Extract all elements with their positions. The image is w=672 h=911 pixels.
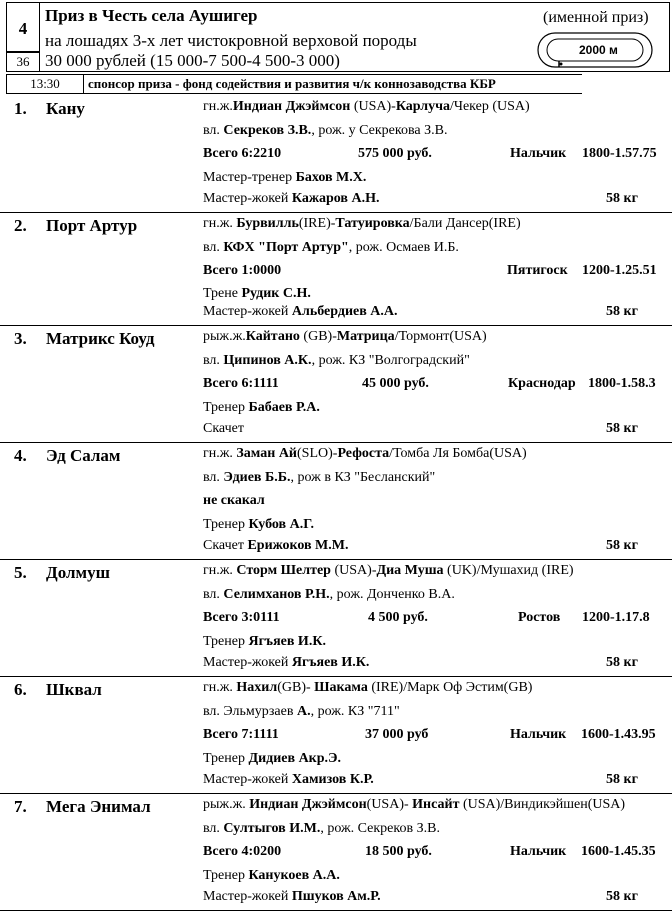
trainer-name: Бахов М.Х.: [295, 170, 367, 185]
horse-trainer: [203, 170, 366, 186]
horse-name: Эд Салам: [46, 446, 121, 465]
horse-jockey: [203, 655, 369, 671]
race-header: [0, 0, 672, 98]
best-time-track: Нальчик: [510, 146, 567, 161]
horse-record: Всего 3:0111: [203, 610, 280, 625]
runners-box: [6, 52, 40, 72]
jockey-prefix: Мастер-жокей: [203, 304, 292, 319]
horse-earnings: 575 000 руб.: [358, 146, 432, 161]
best-time-track: Пятигоск: [507, 263, 568, 278]
horse-weight: 58 кг: [606, 191, 638, 206]
pedigree-color: гн.ж.: [203, 563, 237, 578]
trainer-name: Бабаев Р.А.: [248, 400, 320, 415]
jockey-prefix: Скачет: [203, 421, 244, 436]
race-sponsor: спонсор приза - фонд содействия и развития ч/к коннозаводства КБР: [88, 76, 496, 91]
owner-name: КФХ "Порт Артур": [223, 240, 349, 255]
pedigree-dam: Рефоста: [337, 446, 390, 461]
trainer-prefix: Тренер: [203, 751, 249, 766]
horse-weight: 58 кг: [606, 889, 638, 904]
horse-pedigree: [203, 446, 527, 462]
horse-list: [0, 96, 672, 911]
horse-trainer: [203, 634, 326, 650]
breeder: , рож. КЗ "Волгоградский": [311, 353, 470, 368]
owner-name: Селимханов Р.Н.: [223, 587, 330, 602]
pedigree-dam: Шакама: [314, 680, 368, 695]
breeder: , рож. Осмаев И.Б.: [348, 240, 459, 255]
best-time: 1600-1.45.35: [581, 844, 656, 859]
pedigree-dam: Инсайт: [412, 797, 460, 812]
pedigree-sire: Бурвилль: [236, 216, 299, 231]
trainer-prefix: Тренер: [203, 400, 249, 415]
owner-prefix: вл.: [203, 240, 224, 255]
jockey-name: Ягъяев И.К.: [291, 655, 370, 670]
runners-count: 36: [16, 54, 30, 69]
horse-number: 5.: [14, 563, 27, 582]
pedigree-sire-origin: (SLO)-: [297, 446, 338, 461]
horse-entry: [0, 560, 672, 677]
pedigree-damsire: (USA)/Виндикэйшен(USA): [459, 797, 626, 812]
horse-trainer: [203, 868, 340, 884]
race-conditions: на лошадях 3-х лет чистокровной верховой породы: [45, 31, 417, 50]
pedigree-dam: Диа Муша: [376, 563, 444, 578]
horse-name: Шквал: [46, 680, 102, 699]
horse-pedigree: [203, 563, 574, 579]
pedigree-damsire: (UK)/Мушахид (IRE): [443, 563, 574, 578]
horse-weight: 58 кг: [606, 421, 638, 436]
horse-pedigree: [203, 680, 532, 696]
pedigree-sire: Индиан Джэймсон: [249, 797, 367, 812]
horse-pedigree: [203, 797, 625, 813]
trainer-name: Ягъяев И.К.: [248, 634, 326, 649]
horse-jockey: [203, 304, 398, 320]
owner-prefix: вл.: [203, 587, 224, 602]
horse-jockey: [203, 538, 348, 554]
horse-owner: [203, 353, 470, 369]
trainer-prefix: Тренер: [203, 517, 249, 532]
horse-trainer: [203, 286, 311, 302]
trainer-prefix: Тренер: [203, 868, 249, 883]
horse-entry: [0, 677, 672, 794]
pedigree-damsire: /Бали Дансер(IRE): [409, 216, 521, 231]
pedigree-damsire: /Чекер (USA): [449, 99, 530, 114]
pedigree-damsire: /Томба Ля Бомба(USA): [389, 446, 527, 461]
best-time: 1800-1.58.3: [588, 376, 656, 391]
best-time-track: Нальчик: [510, 844, 567, 859]
pedigree-sire: Заман Ай: [236, 446, 297, 461]
horse-name: Матрикс Коуд: [46, 329, 155, 348]
horse-trainer: [203, 400, 320, 416]
best-time: 1800-1.57.75: [582, 146, 657, 161]
trainer-name: Канукоев А.А.: [248, 868, 340, 883]
pedigree-dam: Татуировка: [335, 216, 410, 231]
horse-owner: [203, 821, 440, 837]
pedigree-color: гн.ж.: [203, 680, 237, 695]
pedigree-damsire: (IRE)/Марк Оф Эстим(GB): [367, 680, 533, 695]
horse-earnings: 18 500 руб.: [365, 844, 432, 859]
horse-number: 6.: [14, 680, 27, 699]
pedigree-sire: Индиан Джэймсон: [232, 99, 351, 114]
owner-prefix: вл.: [203, 123, 224, 138]
horse-entry: [0, 443, 672, 560]
race-time: 13:30: [30, 76, 60, 91]
trainer-prefix: Тренер: [203, 634, 249, 649]
pedigree-color: рыж.ж.: [203, 797, 250, 812]
owner-prefix: вл. Эльмурзаев: [203, 704, 297, 719]
pedigree-sire-origin: (USA)-: [366, 797, 413, 812]
horse-earnings: 4 500 руб.: [368, 610, 428, 625]
horse-number: 2.: [14, 216, 27, 235]
horse-trainer: [203, 517, 314, 533]
horse-entry: [0, 794, 672, 911]
jockey-name: Хамизов К.Р.: [291, 772, 374, 787]
pedigree-dam: Матрица: [336, 329, 395, 344]
horse-weight: 58 кг: [606, 655, 638, 670]
horse-record: Всего 4:0200: [203, 844, 282, 859]
best-time-track: Нальчик: [510, 727, 567, 742]
horse-name: Порт Артур: [46, 216, 138, 235]
pedigree-color: гн.ж.: [203, 216, 237, 231]
best-time-track: Ростов: [518, 610, 561, 625]
horse-record: Всего 1:0000: [203, 263, 282, 278]
owner-prefix: вл.: [203, 353, 224, 368]
horse-pedigree: [203, 329, 487, 345]
best-time: 1600-1.43.95: [581, 727, 656, 742]
horse-owner: [203, 470, 435, 486]
owner-name: Секреков З.В.: [223, 123, 312, 138]
breeder: , рож. КЗ "711": [310, 704, 400, 719]
race-number: 4: [18, 19, 28, 38]
owner-name: Султыгов И.М.: [223, 821, 321, 836]
horse-name: Долмуш: [46, 563, 110, 582]
jockey-prefix: Мастер-жокей: [203, 772, 292, 787]
breeder: , рож. Донченко В.А.: [329, 587, 455, 602]
race-purse: 30 000 рублей (15 000-7 500-4 500-3 000): [45, 51, 340, 70]
horse-owner: [203, 123, 447, 139]
race-distance: 2000 м: [579, 43, 618, 57]
horse-record: Всего 6:1111: [203, 376, 279, 391]
horse-number: 7.: [14, 797, 27, 816]
horse-record: не скакал: [203, 493, 265, 508]
pedigree-sire: Сторм Шелтер: [236, 563, 331, 578]
owner-name: Эдиев Б.Б.: [223, 470, 291, 485]
named-prize-label: (именной приз): [543, 9, 649, 26]
trainer-prefix: Трене: [203, 286, 242, 301]
owner-prefix: вл.: [203, 821, 224, 836]
horse-weight: 58 кг: [606, 772, 638, 787]
pedigree-dam: Карлуча: [395, 99, 450, 114]
trainer-name: Кубов А.Г.: [248, 517, 315, 532]
pedigree-color: рыж.ж.: [203, 329, 246, 344]
horse-pedigree: [203, 99, 530, 115]
best-time-track: Краснодар: [508, 376, 576, 391]
horse-number: 1.: [14, 99, 27, 118]
pedigree-damsire: /Тормонт(USA): [394, 329, 487, 344]
pedigree-color: гн.ж.: [203, 446, 237, 461]
pedigree-sire-origin: (IRE)-: [298, 216, 336, 231]
best-time: 1200-1.17.8: [582, 610, 650, 625]
race-title: Приз в Честь села Аушигер: [45, 6, 258, 25]
trainer-name: Дидиев Акр.Э.: [248, 751, 342, 766]
horse-owner: [203, 240, 459, 256]
owner-name: А.: [296, 704, 311, 719]
horse-weight: 58 кг: [606, 538, 638, 553]
jockey-name: Ерижоков М.М.: [247, 538, 349, 553]
horse-jockey: [203, 191, 379, 207]
pedigree-sire-origin: (GB)-: [277, 680, 315, 695]
horse-number: 3.: [14, 329, 27, 348]
owner-prefix: вл.: [203, 470, 224, 485]
owner-name: Ципинов А.К.: [223, 353, 312, 368]
horse-name: Кану: [46, 99, 85, 118]
pedigree-sire-origin: (USA)-: [330, 563, 377, 578]
pedigree-sire-origin: (GB)-: [299, 329, 337, 344]
jockey-prefix: Скачет: [203, 538, 248, 553]
race-number-box: [6, 2, 40, 52]
pedigree-sire: Нахил: [236, 680, 278, 695]
trainer-prefix: Мастер-тренер: [203, 170, 296, 185]
horse-owner: [203, 587, 455, 603]
jockey-prefix: Мастер-жокей: [203, 889, 292, 904]
horse-entry: [0, 213, 672, 326]
jockey-name: Альбердиев А.А.: [291, 304, 398, 319]
pedigree-color: гн.ж.: [203, 99, 233, 114]
jockey-name: Пшуков Ам.Р.: [291, 889, 381, 904]
pedigree-sire: Кайтано: [245, 329, 300, 344]
horse-record: Всего 7:1111: [203, 727, 279, 742]
horse-earnings: 37 000 руб: [365, 727, 429, 742]
time-box: [6, 74, 84, 94]
horse-record: Всего 6:2210: [203, 146, 282, 161]
horse-weight: 58 кг: [606, 304, 638, 319]
pedigree-sire-origin: (USA)-: [350, 99, 396, 114]
jockey-prefix: Мастер-жокей: [203, 191, 292, 206]
breeder: , рож в КЗ "Бесланский": [290, 470, 436, 485]
horse-name: Мега Энимал: [46, 797, 151, 816]
trainer-name: Рудик С.Н.: [241, 286, 311, 301]
horse-trainer: [203, 751, 341, 767]
horse-entry: [0, 326, 672, 443]
horse-earnings: 45 000 руб.: [362, 376, 429, 391]
jockey-name: Кажаров А.Н.: [291, 191, 380, 206]
horse-entry: [0, 96, 672, 213]
horse-jockey: [203, 421, 244, 437]
horse-owner: [203, 704, 400, 720]
best-time: 1200-1.25.51: [582, 263, 657, 278]
horse-number: 4.: [14, 446, 27, 465]
horse-jockey: [203, 889, 381, 905]
breeder: , рож. Секреков З.В.: [320, 821, 440, 836]
horse-jockey: [203, 772, 374, 788]
breeder: , рож. у Секрекова З.В.: [311, 123, 448, 138]
jockey-prefix: Мастер-жокей: [203, 655, 292, 670]
horse-pedigree: [203, 216, 521, 232]
